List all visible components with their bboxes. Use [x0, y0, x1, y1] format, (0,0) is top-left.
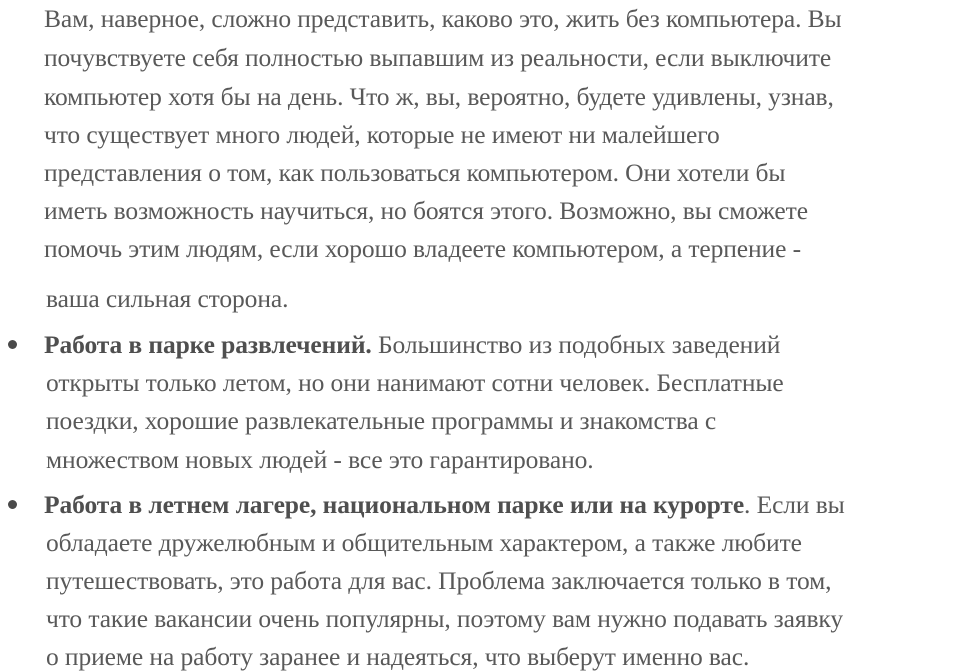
intro-line-5: представления о том, как пользоваться компьютером. Они хотели бы: [44, 158, 786, 187]
list-item-2-line-3: путешествовать, это работа для вас. Проблема заключается только в том,: [46, 566, 832, 595]
list-item-1-text: Большинство из подобных заведений: [371, 330, 781, 359]
intro-line-3: компьютер хотя бы на день. Что ж, вы, вероятно, будете удивлены, узнав,: [44, 82, 834, 111]
intro-line-7: помочь этим людям, если хорошо владеете компьютером, а терпение -: [44, 234, 801, 263]
list-item-2-line-2: обладаете дружелюбным и общительным характером, а также любите: [46, 528, 802, 557]
intro-line-6: иметь возможность научиться, но боятся этого. Возможно, вы сможете: [44, 196, 808, 225]
list-item-1-line-2: открыты только летом, но они нанимают сотни человек. Бесплатные: [46, 368, 784, 397]
list-item-2-first-line: [44, 490, 845, 520]
list-item-1-line-4: множеством новых людей - все это гарантировано.: [46, 445, 594, 474]
intro-line-1: Вам, наверное, сложно представить, каково это, жить без компьютера. Вы: [44, 4, 842, 33]
intro-line-2: почувствуете себя полностью выпавшим из реальности, если выключите: [44, 43, 832, 72]
list-item-2-line-5: о приеме на работу заранее и надеяться, что выберут именно вас.: [46, 642, 750, 671]
list-item-1-first-line: [44, 330, 780, 360]
list-item-2-text: . Если вы: [744, 490, 845, 519]
list-item-2-heading: Работа в летнем лагере, национальном парке или на курорте: [44, 490, 745, 519]
bullet-icon: [8, 500, 17, 509]
intro-line-4: что существует много людей, которые не имеют ни малейшего: [44, 120, 720, 149]
list-item-2-line-4: что такие вакансии очень популярны, поэтому вам нужно подавать заявку: [46, 604, 843, 633]
list-item-1-heading: Работа в парке развлечений.: [44, 330, 372, 359]
bullet-icon: [8, 340, 17, 349]
intro-line-8: ваша сильная сторона.: [46, 284, 289, 313]
list-item-1-line-3: поездки, хорошие развлекательные программы и знакомства с: [46, 406, 717, 435]
